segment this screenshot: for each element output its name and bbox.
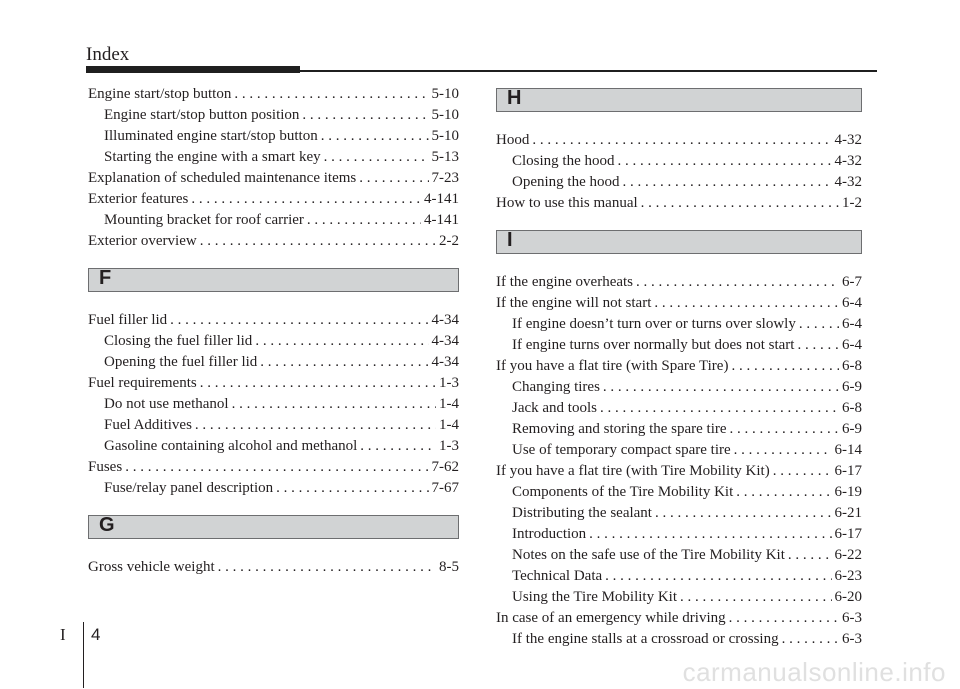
entry-label: Explanation of scheduled maintenance items	[88, 170, 357, 186]
section-header-h	[496, 88, 862, 112]
index-entry	[88, 168, 459, 189]
dot-leader	[232, 394, 436, 415]
index-subentry	[496, 377, 862, 398]
dot-leader	[360, 436, 436, 457]
index-subentry	[496, 524, 862, 545]
index-subentry	[88, 436, 459, 457]
entries-h	[496, 130, 862, 214]
entry-label: If engine turns over normally but does not start	[512, 337, 795, 353]
dot-leader	[532, 130, 831, 151]
header-bar-thick	[86, 66, 300, 73]
section-letter: G	[99, 514, 115, 536]
entry-page-ref: 4-32	[834, 153, 862, 169]
entry-page-ref: 1-3	[439, 375, 459, 391]
entry-label: Removing and storing the spare tire	[512, 421, 727, 437]
entry-label: Notes on the safe use of the Tire Mobility Kit	[512, 547, 785, 563]
index-entry	[88, 84, 459, 105]
entries-g	[88, 557, 459, 578]
dot-leader	[782, 629, 839, 650]
index-subentry	[88, 331, 459, 352]
section-letter: F	[99, 267, 112, 289]
section-header-f	[88, 268, 459, 292]
dot-leader	[622, 172, 831, 193]
entry-page-ref: 6-14	[834, 442, 862, 458]
dot-leader	[195, 415, 436, 436]
entry-page-ref: 5-10	[431, 128, 459, 144]
header-bar-thin	[300, 70, 877, 72]
dot-leader	[734, 440, 832, 461]
entry-page-ref: 6-3	[842, 610, 862, 626]
dot-leader	[618, 151, 832, 172]
dot-leader	[680, 587, 831, 608]
dot-leader	[736, 482, 831, 503]
entry-label: Using the Tire Mobility Kit	[512, 589, 678, 605]
dot-leader	[799, 314, 839, 335]
entry-page-ref: 6-23	[834, 568, 862, 584]
entry-page-ref: 6-4	[842, 316, 862, 332]
dot-leader	[730, 419, 839, 440]
dot-leader	[218, 557, 436, 578]
entry-page-ref: 5-10	[431, 86, 459, 102]
entry-page-ref: 1-4	[439, 396, 459, 412]
entry-label: Starting the engine with a smart key	[104, 149, 321, 165]
entry-label: Opening the fuel filler lid	[104, 354, 258, 370]
index-subentry	[496, 545, 862, 566]
index-column-right	[496, 84, 862, 650]
index-entry	[88, 231, 459, 252]
section-header-i	[496, 230, 862, 254]
dot-leader	[655, 503, 832, 524]
index-subentry	[496, 482, 862, 503]
index-subentry	[496, 566, 862, 587]
entry-label: Fuses	[88, 459, 123, 475]
index-subentry	[496, 440, 862, 461]
entry-label: Mounting bracket for roof carrier	[104, 212, 304, 228]
entry-label: Fuel requirements	[88, 375, 197, 391]
entry-page-ref: 1-3	[439, 438, 459, 454]
entry-label: Engine start/stop button position	[104, 107, 300, 123]
section-letter: I	[507, 229, 513, 251]
dot-leader	[324, 147, 429, 168]
entry-page-ref: 4-34	[431, 354, 459, 370]
entry-label: Technical Data	[512, 568, 603, 584]
dot-leader	[729, 608, 839, 629]
entry-label: Closing the hood	[512, 153, 615, 169]
index-entry	[88, 457, 459, 478]
index-column-left	[88, 84, 459, 578]
footer-section-letter: I	[60, 625, 66, 644]
index-entry	[88, 310, 459, 331]
entry-page-ref: 1-4	[439, 417, 459, 433]
entry-page-ref: 2-2	[439, 233, 459, 249]
entry-label: Fuse/relay panel description	[104, 480, 274, 496]
index-subentry	[496, 314, 862, 335]
entry-page-ref: 7-62	[431, 459, 459, 475]
entry-label: Opening the hood	[512, 174, 620, 190]
dot-leader	[359, 168, 428, 189]
index-entry	[88, 373, 459, 394]
dot-leader	[170, 310, 428, 331]
index-subentry	[496, 629, 862, 650]
dot-leader	[125, 457, 428, 478]
index-subentry	[496, 335, 862, 356]
index-entry	[496, 272, 862, 293]
dot-leader	[797, 335, 839, 356]
index-subentry	[496, 151, 862, 172]
entry-page-ref: 4-141	[424, 212, 459, 228]
entries-f	[88, 310, 459, 499]
entry-page-ref: 8-5	[439, 559, 459, 575]
entry-page-ref: 6-9	[842, 379, 862, 395]
entry-label: Illuminated engine start/stop button	[104, 128, 318, 144]
index-subentry	[88, 105, 459, 126]
entries-i	[496, 272, 862, 650]
page-title: Index	[86, 44, 130, 65]
entry-page-ref: 4-141	[424, 191, 459, 207]
section-header-g	[88, 515, 459, 539]
index-subentry	[88, 210, 459, 231]
index-subentry	[496, 419, 862, 440]
entry-label: Exterior overview	[88, 233, 197, 249]
dot-leader	[641, 193, 839, 214]
index-entry	[88, 557, 459, 578]
entry-page-ref: 6-8	[842, 358, 862, 374]
entry-page-ref: 6-8	[842, 400, 862, 416]
entry-label: Do not use methanol	[104, 396, 229, 412]
entry-page-ref: 4-34	[431, 312, 459, 328]
dot-leader	[636, 272, 839, 293]
index-subentry	[88, 147, 459, 168]
dot-leader	[276, 478, 428, 499]
entry-page-ref: 6-9	[842, 421, 862, 437]
dot-leader	[731, 356, 839, 377]
entry-label: If the engine will not start	[496, 295, 652, 311]
entry-page-ref: 4-32	[834, 174, 862, 190]
entry-label: In case of an emergency while driving	[496, 610, 726, 626]
dot-leader	[200, 231, 436, 252]
dot-leader	[234, 84, 428, 105]
entry-label: Introduction	[512, 526, 587, 542]
entry-page-ref: 6-7	[842, 274, 862, 290]
index-entry	[496, 193, 862, 214]
entry-label: Engine start/stop button	[88, 86, 232, 102]
index-subentry	[88, 415, 459, 436]
dot-leader	[307, 210, 421, 231]
dot-leader	[200, 373, 436, 394]
entry-label: Exterior features	[88, 191, 189, 207]
dot-leader	[255, 331, 428, 352]
entry-label: Gasoline containing alcohol and methanol	[104, 438, 358, 454]
entry-label: Gross vehicle weight	[88, 559, 215, 575]
entry-page-ref: 6-21	[834, 505, 862, 521]
entry-label: How to use this manual	[496, 195, 638, 211]
entry-label: If the engine overheats	[496, 274, 634, 290]
entry-page-ref: 6-19	[834, 484, 862, 500]
entry-label: If engine doesn’t turn over or turns over slowly	[512, 316, 796, 332]
entry-page-ref: 6-4	[842, 337, 862, 353]
entry-page-ref: 6-17	[834, 463, 862, 479]
dot-leader	[191, 189, 421, 210]
dot-leader	[302, 105, 428, 126]
entry-label: If you have a flat tire (with Spare Tire)	[496, 358, 729, 374]
entry-label: If you have a flat tire (with Tire Mobility Kit)	[496, 463, 770, 479]
entries-e	[88, 84, 459, 252]
entry-page-ref: 6-4	[842, 295, 862, 311]
index-subentry	[88, 352, 459, 373]
entry-page-ref: 6-22	[834, 547, 862, 563]
entry-label: Changing tires	[512, 379, 600, 395]
footer-divider	[83, 622, 84, 688]
entry-page-ref: 1-2	[842, 195, 862, 211]
index-subentry	[496, 587, 862, 608]
index-subentry	[88, 126, 459, 147]
index-entry	[496, 130, 862, 151]
entry-label: Distributing the sealant	[512, 505, 652, 521]
index-subentry	[496, 398, 862, 419]
entry-page-ref: 5-13	[431, 149, 459, 165]
index-entry	[496, 461, 862, 482]
entry-page-ref: 6-17	[834, 526, 862, 542]
index-subentry	[88, 478, 459, 499]
dot-leader	[773, 461, 832, 482]
section-letter: H	[507, 87, 522, 109]
index-subentry	[496, 172, 862, 193]
dot-leader	[260, 352, 428, 373]
index-subentry	[496, 503, 862, 524]
dot-leader	[788, 545, 832, 566]
entry-label: If the engine stalls at a crossroad or crossing	[512, 631, 779, 647]
dot-leader	[605, 566, 831, 587]
entry-page-ref: 4-32	[834, 132, 862, 148]
index-entry	[496, 356, 862, 377]
dot-leader	[321, 126, 429, 147]
index-entry	[496, 608, 862, 629]
entry-label: Fuel Additives	[104, 417, 192, 433]
entry-label: Components of the Tire Mobility Kit	[512, 484, 734, 500]
entry-page-ref: 4-34	[431, 333, 459, 349]
entry-label: Jack and tools	[512, 400, 597, 416]
dot-leader	[654, 293, 839, 314]
entry-page-ref: 5-10	[431, 107, 459, 123]
entry-page-ref: 7-67	[431, 480, 459, 496]
entry-page-ref: 7-23	[431, 170, 459, 186]
entry-page-ref: 6-3	[842, 631, 862, 647]
dot-leader	[600, 398, 839, 419]
index-entry	[88, 189, 459, 210]
entry-label: Use of temporary compact spare tire	[512, 442, 731, 458]
entry-label: Fuel filler lid	[88, 312, 168, 328]
entry-label: Closing the fuel filler lid	[104, 333, 253, 349]
dot-leader	[589, 524, 831, 545]
dot-leader	[603, 377, 839, 398]
watermark: carmanualsonline.info	[682, 657, 946, 687]
entry-label: Hood	[496, 132, 530, 148]
index-subentry	[88, 394, 459, 415]
entry-page-ref: 6-20	[834, 589, 862, 605]
index-entry	[496, 293, 862, 314]
footer-page-number: 4	[91, 625, 101, 644]
